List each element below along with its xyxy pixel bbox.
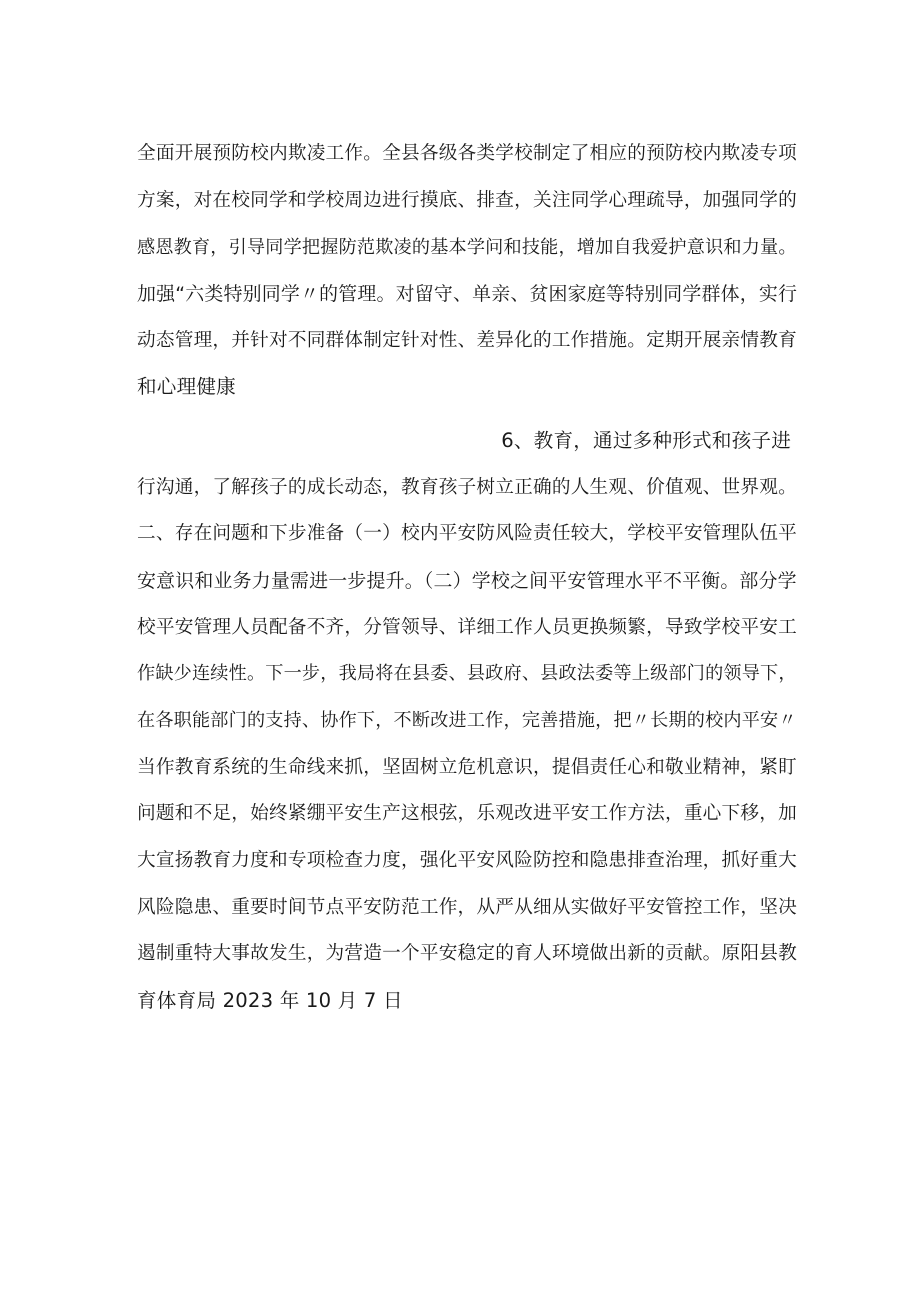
text-line: 当作教育系统的生命线来抓，坚固树立危机意识，提倡责任心和敬业精神，紧盯 [137, 757, 797, 778]
text-line: 育体育局 2023 年 10 月 7 日 [137, 989, 403, 1012]
text-line: 安意识和业务力量需进一步提升。（二）学校之间平安管理水平不平衡。部分学 [137, 570, 797, 592]
text-line: 感恩教育，引导同学把握防范欺凌的基本学问和技能，增加自我爱护意识和力量。 [137, 237, 797, 258]
text-line: 问题和不足，始终紧绷平安生产这根弦，乐观改进平安工作方法，重心下移，加 [137, 803, 797, 824]
text-line: 校平安管理人员配备不齐，分管领导、详细工作人员更换频繁，导致学校平安工 [137, 617, 797, 638]
text-line: 风险隐患、重要时间节点平安防范工作，从严从细从实做好平安管控工作，坚决 [137, 897, 797, 918]
text-line: 行沟通，了解孩子的成长动态，教育孩子树立正确的人生观、价值观、世界观。 [137, 477, 797, 498]
text-line: 大宣扬教育力度和专项检查力度，强化平安风险防控和隐患排查治理，抓好重大 [137, 850, 797, 871]
text-line: 作缺少连续性。下一步，我局将在县委、县政府、县政法委等上级部门的领导下， [137, 663, 797, 684]
text-line: 6、教育，通过多种形式和孩子进 [501, 429, 791, 452]
text-line: 动态管理，并针对不同群体制定针对性、差异化的工作措施。定期开展亲情教育 [137, 330, 797, 351]
text-line: 二、存在问题和下步准备（一）校内平安防风险责任较大，学校平安管理队伍平 [137, 523, 797, 544]
text-line: 在各职能部门的支持、协作下，不断改进工作，完善措施，把〃长期的校内平安〃 [137, 710, 797, 731]
text-line: 全面开展预防校内欺凌工作。全县各级各类学校制定了相应的预防校内欺凌专项 [137, 143, 797, 164]
text-line: 加强“六类特别同学〃的管理。对留守、单亲、贫困家庭等特别同学群体，实行 [137, 283, 798, 305]
text-line: 方案，对在校同学和学校周边进行摸底、排查，关注同学心理疏导，加强同学的 [137, 190, 797, 211]
text-line: 和心理健康 [137, 375, 236, 398]
text-line: 遏制重特大事故发生，为营造一个平安稳定的育人环境做出新的贡献。原阳县教 [137, 943, 797, 964]
